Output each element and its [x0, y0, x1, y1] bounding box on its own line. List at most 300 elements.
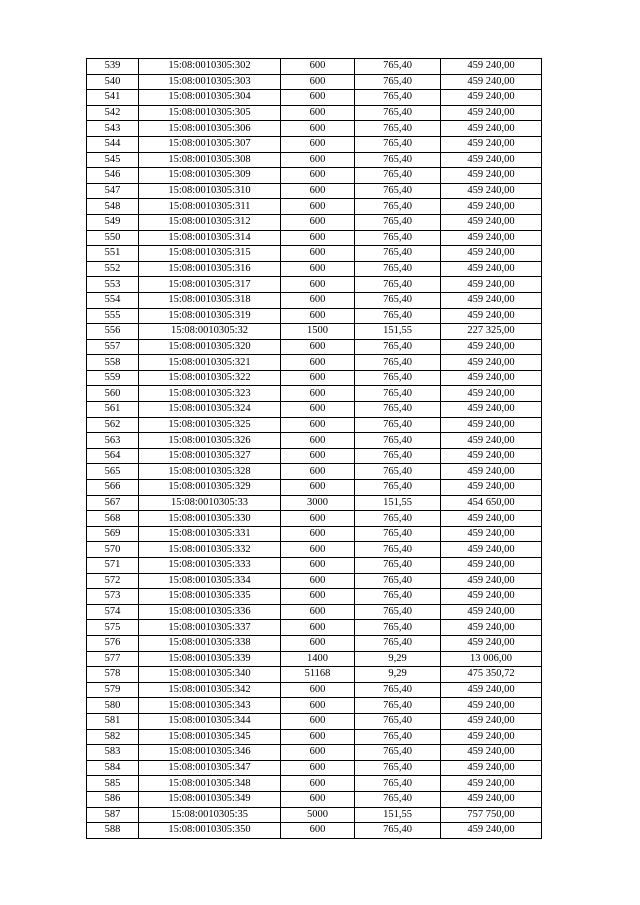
- cadastral-number-cell: 15:08:0010305:348: [139, 776, 281, 792]
- area-cell: 600: [281, 168, 355, 184]
- row-number-cell: 561: [87, 402, 139, 418]
- specific-value-cell: 765,40: [355, 464, 441, 480]
- table-row: [87, 495, 542, 511]
- area-cell: 600: [281, 589, 355, 605]
- specific-value-cell: 765,40: [355, 433, 441, 449]
- cadastral-value-cell: 459 240,00: [441, 370, 542, 386]
- area-cell: 600: [281, 760, 355, 776]
- row-number-cell: 572: [87, 573, 139, 589]
- area-cell: 600: [281, 199, 355, 215]
- row-number-cell: 584: [87, 760, 139, 776]
- cadastral-number-cell: 15:08:0010305:343: [139, 698, 281, 714]
- cadastral-number-cell: 15:08:0010305:324: [139, 402, 281, 418]
- specific-value-cell: 765,40: [355, 183, 441, 199]
- area-cell: 600: [281, 277, 355, 293]
- specific-value-cell: 9,29: [355, 651, 441, 667]
- row-number-cell: 569: [87, 526, 139, 542]
- table-row: [87, 183, 542, 199]
- cadastral-number-cell: 15:08:0010305:33: [139, 495, 281, 511]
- cadastral-value-cell: 459 240,00: [441, 511, 542, 527]
- table-row: [87, 791, 542, 807]
- specific-value-cell: 765,40: [355, 90, 441, 106]
- specific-value-cell: 765,40: [355, 526, 441, 542]
- cadastral-value-cell: 459 240,00: [441, 604, 542, 620]
- table-row: [87, 604, 542, 620]
- specific-value-cell: 765,40: [355, 635, 441, 651]
- cadastral-number-cell: 15:08:0010305:306: [139, 121, 281, 137]
- table-row: [87, 464, 542, 480]
- area-cell: 600: [281, 261, 355, 277]
- specific-value-cell: 765,40: [355, 573, 441, 589]
- specific-value-cell: 765,40: [355, 136, 441, 152]
- row-number-cell: 583: [87, 745, 139, 761]
- cadastral-value-cell: 459 240,00: [441, 168, 542, 184]
- cadastral-number-cell: 15:08:0010305:316: [139, 261, 281, 277]
- area-cell: 600: [281, 417, 355, 433]
- table-row: [87, 90, 542, 106]
- table-row: [87, 667, 542, 683]
- row-number-cell: 588: [87, 823, 139, 839]
- row-number-cell: 579: [87, 682, 139, 698]
- table-row: [87, 308, 542, 324]
- table-row: [87, 448, 542, 464]
- specific-value-cell: 765,40: [355, 308, 441, 324]
- cadastral-number-cell: 15:08:0010305:332: [139, 542, 281, 558]
- cadastral-number-cell: 15:08:0010305:310: [139, 183, 281, 199]
- area-cell: 600: [281, 152, 355, 168]
- row-number-cell: 582: [87, 729, 139, 745]
- cadastral-value-cell: 459 240,00: [441, 620, 542, 636]
- cadastral-value-cell: 459 240,00: [441, 713, 542, 729]
- table-row: [87, 339, 542, 355]
- cadastral-value-cell: 459 240,00: [441, 386, 542, 402]
- specific-value-cell: 765,40: [355, 791, 441, 807]
- row-number-cell: 577: [87, 651, 139, 667]
- row-number-cell: 549: [87, 214, 139, 230]
- specific-value-cell: 765,40: [355, 261, 441, 277]
- table-row: [87, 526, 542, 542]
- cadastral-value-cell: 459 240,00: [441, 246, 542, 262]
- area-cell: 600: [281, 74, 355, 90]
- area-cell: 600: [281, 791, 355, 807]
- cadastral-number-cell: 15:08:0010305:319: [139, 308, 281, 324]
- cadastral-number-cell: 15:08:0010305:344: [139, 713, 281, 729]
- cadastral-number-cell: 15:08:0010305:32: [139, 324, 281, 340]
- cadastral-number-cell: 15:08:0010305:327: [139, 448, 281, 464]
- cadastral-number-cell: 15:08:0010305:333: [139, 558, 281, 574]
- specific-value-cell: 765,40: [355, 745, 441, 761]
- specific-value-cell: 765,40: [355, 292, 441, 308]
- area-cell: 600: [281, 402, 355, 418]
- row-number-cell: 560: [87, 386, 139, 402]
- cadastral-number-cell: 15:08:0010305:320: [139, 339, 281, 355]
- cadastral-value-cell: 459 240,00: [441, 59, 542, 75]
- cadastral-value-cell: 459 240,00: [441, 573, 542, 589]
- specific-value-cell: 765,40: [355, 823, 441, 839]
- cadastral-number-cell: 15:08:0010305:315: [139, 246, 281, 262]
- specific-value-cell: 765,40: [355, 713, 441, 729]
- area-cell: 600: [281, 355, 355, 371]
- area-cell: 600: [281, 246, 355, 262]
- row-number-cell: 545: [87, 152, 139, 168]
- cadastral-value-cell: 459 240,00: [441, 417, 542, 433]
- area-cell: 600: [281, 230, 355, 246]
- row-number-cell: 543: [87, 121, 139, 137]
- table-row: [87, 152, 542, 168]
- specific-value-cell: 765,40: [355, 417, 441, 433]
- row-number-cell: 570: [87, 542, 139, 558]
- cadastral-number-cell: 15:08:0010305:329: [139, 480, 281, 496]
- row-number-cell: 586: [87, 791, 139, 807]
- row-number-cell: 578: [87, 667, 139, 683]
- specific-value-cell: 765,40: [355, 776, 441, 792]
- table-row: [87, 121, 542, 137]
- cadastral-number-cell: 15:08:0010305:307: [139, 136, 281, 152]
- table-row: [87, 277, 542, 293]
- specific-value-cell: 765,40: [355, 199, 441, 215]
- specific-value-cell: 765,40: [355, 480, 441, 496]
- cadastral-value-cell: 459 240,00: [441, 214, 542, 230]
- row-number-cell: 576: [87, 635, 139, 651]
- area-cell: 600: [281, 713, 355, 729]
- row-number-cell: 542: [87, 105, 139, 121]
- table-row: [87, 651, 542, 667]
- cadastral-value-cell: 459 240,00: [441, 823, 542, 839]
- table-row: [87, 807, 542, 823]
- row-number-cell: 567: [87, 495, 139, 511]
- cadastral-number-cell: 15:08:0010305:334: [139, 573, 281, 589]
- table-row: [87, 745, 542, 761]
- table-row: [87, 74, 542, 90]
- specific-value-cell: 765,40: [355, 620, 441, 636]
- cadastral-value-cell: 459 240,00: [441, 292, 542, 308]
- table-row: [87, 246, 542, 262]
- cadastral-value-cell: 459 240,00: [441, 90, 542, 106]
- table-row: [87, 324, 542, 340]
- cadastral-number-cell: 15:08:0010305:312: [139, 214, 281, 230]
- area-cell: 600: [281, 121, 355, 137]
- specific-value-cell: 765,40: [355, 168, 441, 184]
- specific-value-cell: 765,40: [355, 121, 441, 137]
- area-cell: 5000: [281, 807, 355, 823]
- cadastral-value-cell: 13 006,00: [441, 651, 542, 667]
- row-number-cell: 580: [87, 698, 139, 714]
- specific-value-cell: 765,40: [355, 59, 441, 75]
- specific-value-cell: 765,40: [355, 698, 441, 714]
- area-cell: 600: [281, 729, 355, 745]
- row-number-cell: 554: [87, 292, 139, 308]
- specific-value-cell: 765,40: [355, 511, 441, 527]
- specific-value-cell: 765,40: [355, 542, 441, 558]
- cadastral-value-cell: 459 240,00: [441, 589, 542, 605]
- table-row: [87, 214, 542, 230]
- table-row: [87, 168, 542, 184]
- row-number-cell: 575: [87, 620, 139, 636]
- cadastral-number-cell: 15:08:0010305:342: [139, 682, 281, 698]
- table-row: [87, 199, 542, 215]
- area-cell: 600: [281, 526, 355, 542]
- cadastral-number-cell: 15:08:0010305:346: [139, 745, 281, 761]
- area-cell: 3000: [281, 495, 355, 511]
- specific-value-cell: 765,40: [355, 604, 441, 620]
- specific-value-cell: 765,40: [355, 277, 441, 293]
- area-cell: 600: [281, 308, 355, 324]
- table-row: [87, 402, 542, 418]
- cadastral-number-cell: 15:08:0010305:311: [139, 199, 281, 215]
- row-number-cell: 550: [87, 230, 139, 246]
- cadastral-value-cell: 757 750,00: [441, 807, 542, 823]
- cadastral-value-cell: 459 240,00: [441, 277, 542, 293]
- area-cell: 600: [281, 386, 355, 402]
- specific-value-cell: 9,29: [355, 667, 441, 683]
- row-number-cell: 571: [87, 558, 139, 574]
- cadastral-number-cell: 15:08:0010305:304: [139, 90, 281, 106]
- cadastral-number-cell: 15:08:0010305:336: [139, 604, 281, 620]
- row-number-cell: 566: [87, 480, 139, 496]
- area-cell: 600: [281, 745, 355, 761]
- specific-value-cell: 765,40: [355, 370, 441, 386]
- area-cell: 600: [281, 511, 355, 527]
- table-row: [87, 386, 542, 402]
- specific-value-cell: 151,55: [355, 807, 441, 823]
- row-number-cell: 548: [87, 199, 139, 215]
- cadastral-value-cell: 459 240,00: [441, 698, 542, 714]
- specific-value-cell: 765,40: [355, 682, 441, 698]
- area-cell: 600: [281, 370, 355, 386]
- area-cell: 600: [281, 573, 355, 589]
- table-row: [87, 823, 542, 839]
- row-number-cell: 544: [87, 136, 139, 152]
- area-cell: 600: [281, 105, 355, 121]
- row-number-cell: 557: [87, 339, 139, 355]
- table-row: [87, 511, 542, 527]
- table-row: [87, 136, 542, 152]
- row-number-cell: 540: [87, 74, 139, 90]
- row-number-cell: 563: [87, 433, 139, 449]
- table-row: [87, 776, 542, 792]
- specific-value-cell: 765,40: [355, 386, 441, 402]
- cadastral-value-cell: 459 240,00: [441, 199, 542, 215]
- cadastral-value-cell: 459 240,00: [441, 355, 542, 371]
- area-cell: 600: [281, 620, 355, 636]
- specific-value-cell: 765,40: [355, 355, 441, 371]
- cadastral-number-cell: 15:08:0010305:330: [139, 511, 281, 527]
- cadastral-value-cell: 459 240,00: [441, 464, 542, 480]
- row-number-cell: 559: [87, 370, 139, 386]
- cadastral-number-cell: 15:08:0010305:349: [139, 791, 281, 807]
- specific-value-cell: 765,40: [355, 589, 441, 605]
- table-row: [87, 105, 542, 121]
- specific-value-cell: 151,55: [355, 495, 441, 511]
- specific-value-cell: 765,40: [355, 230, 441, 246]
- cadastral-value-cell: 459 240,00: [441, 480, 542, 496]
- row-number-cell: 573: [87, 589, 139, 605]
- row-number-cell: 565: [87, 464, 139, 480]
- row-number-cell: 574: [87, 604, 139, 620]
- cadastral-number-cell: 15:08:0010305:338: [139, 635, 281, 651]
- row-number-cell: 581: [87, 713, 139, 729]
- row-number-cell: 564: [87, 448, 139, 464]
- cadastral-number-cell: 15:08:0010305:308: [139, 152, 281, 168]
- cadastral-number-cell: 15:08:0010305:323: [139, 386, 281, 402]
- table-row: [87, 59, 542, 75]
- cadastral-value-cell: 459 240,00: [441, 152, 542, 168]
- cadastral-value-cell: 459 240,00: [441, 448, 542, 464]
- area-cell: 600: [281, 292, 355, 308]
- table-row: [87, 355, 542, 371]
- cadastral-value-cell: 459 240,00: [441, 136, 542, 152]
- table-row: [87, 573, 542, 589]
- table-row: [87, 261, 542, 277]
- row-number-cell: 562: [87, 417, 139, 433]
- table-row: [87, 558, 542, 574]
- area-cell: 600: [281, 604, 355, 620]
- cadastral-value-cell: 459 240,00: [441, 745, 542, 761]
- table-row: [87, 682, 542, 698]
- area-cell: 600: [281, 433, 355, 449]
- cadastral-value-cell: 459 240,00: [441, 74, 542, 90]
- cadastral-value-cell: 459 240,00: [441, 558, 542, 574]
- cadastral-value-cell: 227 325,00: [441, 324, 542, 340]
- row-number-cell: 551: [87, 246, 139, 262]
- cadastral-value-cell: 475 350,72: [441, 667, 542, 683]
- cadastral-number-cell: 15:08:0010305:302: [139, 59, 281, 75]
- area-cell: 600: [281, 183, 355, 199]
- area-cell: 1500: [281, 324, 355, 340]
- table-row: [87, 542, 542, 558]
- row-number-cell: 546: [87, 168, 139, 184]
- specific-value-cell: 765,40: [355, 448, 441, 464]
- cadastral-table: [86, 58, 542, 839]
- cadastral-number-cell: 15:08:0010305:305: [139, 105, 281, 121]
- area-cell: 600: [281, 635, 355, 651]
- row-number-cell: 547: [87, 183, 139, 199]
- area-cell: 600: [281, 448, 355, 464]
- table-row: [87, 620, 542, 636]
- cadastral-number-cell: 15:08:0010305:303: [139, 74, 281, 90]
- specific-value-cell: 765,40: [355, 74, 441, 90]
- area-cell: 600: [281, 90, 355, 106]
- cadastral-value-cell: 459 240,00: [441, 542, 542, 558]
- cadastral-number-cell: 15:08:0010305:321: [139, 355, 281, 371]
- table-row: [87, 417, 542, 433]
- specific-value-cell: 765,40: [355, 760, 441, 776]
- area-cell: 600: [281, 698, 355, 714]
- cadastral-value-cell: 459 240,00: [441, 402, 542, 418]
- specific-value-cell: 765,40: [355, 402, 441, 418]
- cadastral-number-cell: 15:08:0010305:345: [139, 729, 281, 745]
- area-cell: 600: [281, 136, 355, 152]
- area-cell: 1400: [281, 651, 355, 667]
- table-row: [87, 370, 542, 386]
- cadastral-number-cell: 15:08:0010305:326: [139, 433, 281, 449]
- cadastral-number-cell: 15:08:0010305:340: [139, 667, 281, 683]
- cadastral-value-cell: 459 240,00: [441, 105, 542, 121]
- cadastral-value-cell: 459 240,00: [441, 308, 542, 324]
- table-row: [87, 480, 542, 496]
- table-row: [87, 760, 542, 776]
- cadastral-value-cell: 459 240,00: [441, 791, 542, 807]
- table-row: [87, 635, 542, 651]
- row-number-cell: 539: [87, 59, 139, 75]
- row-number-cell: 555: [87, 308, 139, 324]
- table-row: [87, 292, 542, 308]
- specific-value-cell: 765,40: [355, 246, 441, 262]
- cadastral-number-cell: 15:08:0010305:325: [139, 417, 281, 433]
- cadastral-value-cell: 459 240,00: [441, 682, 542, 698]
- cadastral-number-cell: 15:08:0010305:347: [139, 760, 281, 776]
- cadastral-value-cell: 459 240,00: [441, 729, 542, 745]
- cadastral-number-cell: 15:08:0010305:335: [139, 589, 281, 605]
- specific-value-cell: 765,40: [355, 558, 441, 574]
- cadastral-number-cell: 15:08:0010305:314: [139, 230, 281, 246]
- area-cell: 600: [281, 558, 355, 574]
- table-row: [87, 230, 542, 246]
- cadastral-number-cell: 15:08:0010305:318: [139, 292, 281, 308]
- row-number-cell: 552: [87, 261, 139, 277]
- specific-value-cell: 765,40: [355, 152, 441, 168]
- table-row: [87, 589, 542, 605]
- row-number-cell: 558: [87, 355, 139, 371]
- cadastral-value-cell: 459 240,00: [441, 183, 542, 199]
- area-cell: 600: [281, 682, 355, 698]
- row-number-cell: 568: [87, 511, 139, 527]
- area-cell: 600: [281, 823, 355, 839]
- cadastral-number-cell: 15:08:0010305:337: [139, 620, 281, 636]
- cadastral-number-cell: 15:08:0010305:35: [139, 807, 281, 823]
- specific-value-cell: 765,40: [355, 214, 441, 230]
- specific-value-cell: 765,40: [355, 105, 441, 121]
- cadastral-number-cell: 15:08:0010305:317: [139, 277, 281, 293]
- cadastral-number-cell: 15:08:0010305:331: [139, 526, 281, 542]
- cadastral-value-cell: 459 240,00: [441, 261, 542, 277]
- cadastral-number-cell: 15:08:0010305:339: [139, 651, 281, 667]
- area-cell: 600: [281, 214, 355, 230]
- row-number-cell: 556: [87, 324, 139, 340]
- cadastral-value-cell: 459 240,00: [441, 760, 542, 776]
- row-number-cell: 587: [87, 807, 139, 823]
- cadastral-number-cell: 15:08:0010305:328: [139, 464, 281, 480]
- cadastral-value-cell: 459 240,00: [441, 121, 542, 137]
- cadastral-value-cell: 459 240,00: [441, 635, 542, 651]
- cadastral-value-cell: 454 650,00: [441, 495, 542, 511]
- row-number-cell: 541: [87, 90, 139, 106]
- table-body: [87, 59, 542, 839]
- cadastral-number-cell: 15:08:0010305:322: [139, 370, 281, 386]
- cadastral-value-cell: 459 240,00: [441, 339, 542, 355]
- specific-value-cell: 765,40: [355, 729, 441, 745]
- cadastral-number-cell: 15:08:0010305:309: [139, 168, 281, 184]
- row-number-cell: 553: [87, 277, 139, 293]
- cadastral-value-cell: 459 240,00: [441, 526, 542, 542]
- area-cell: 51168: [281, 667, 355, 683]
- specific-value-cell: 765,40: [355, 339, 441, 355]
- area-cell: 600: [281, 776, 355, 792]
- area-cell: 600: [281, 480, 355, 496]
- table-row: [87, 698, 542, 714]
- cadastral-value-cell: 459 240,00: [441, 230, 542, 246]
- area-cell: 600: [281, 542, 355, 558]
- cadastral-value-cell: 459 240,00: [441, 776, 542, 792]
- table-row: [87, 713, 542, 729]
- specific-value-cell: 151,55: [355, 324, 441, 340]
- area-cell: 600: [281, 464, 355, 480]
- area-cell: 600: [281, 59, 355, 75]
- table-row: [87, 433, 542, 449]
- table-row: [87, 729, 542, 745]
- cadastral-value-cell: 459 240,00: [441, 433, 542, 449]
- row-number-cell: 585: [87, 776, 139, 792]
